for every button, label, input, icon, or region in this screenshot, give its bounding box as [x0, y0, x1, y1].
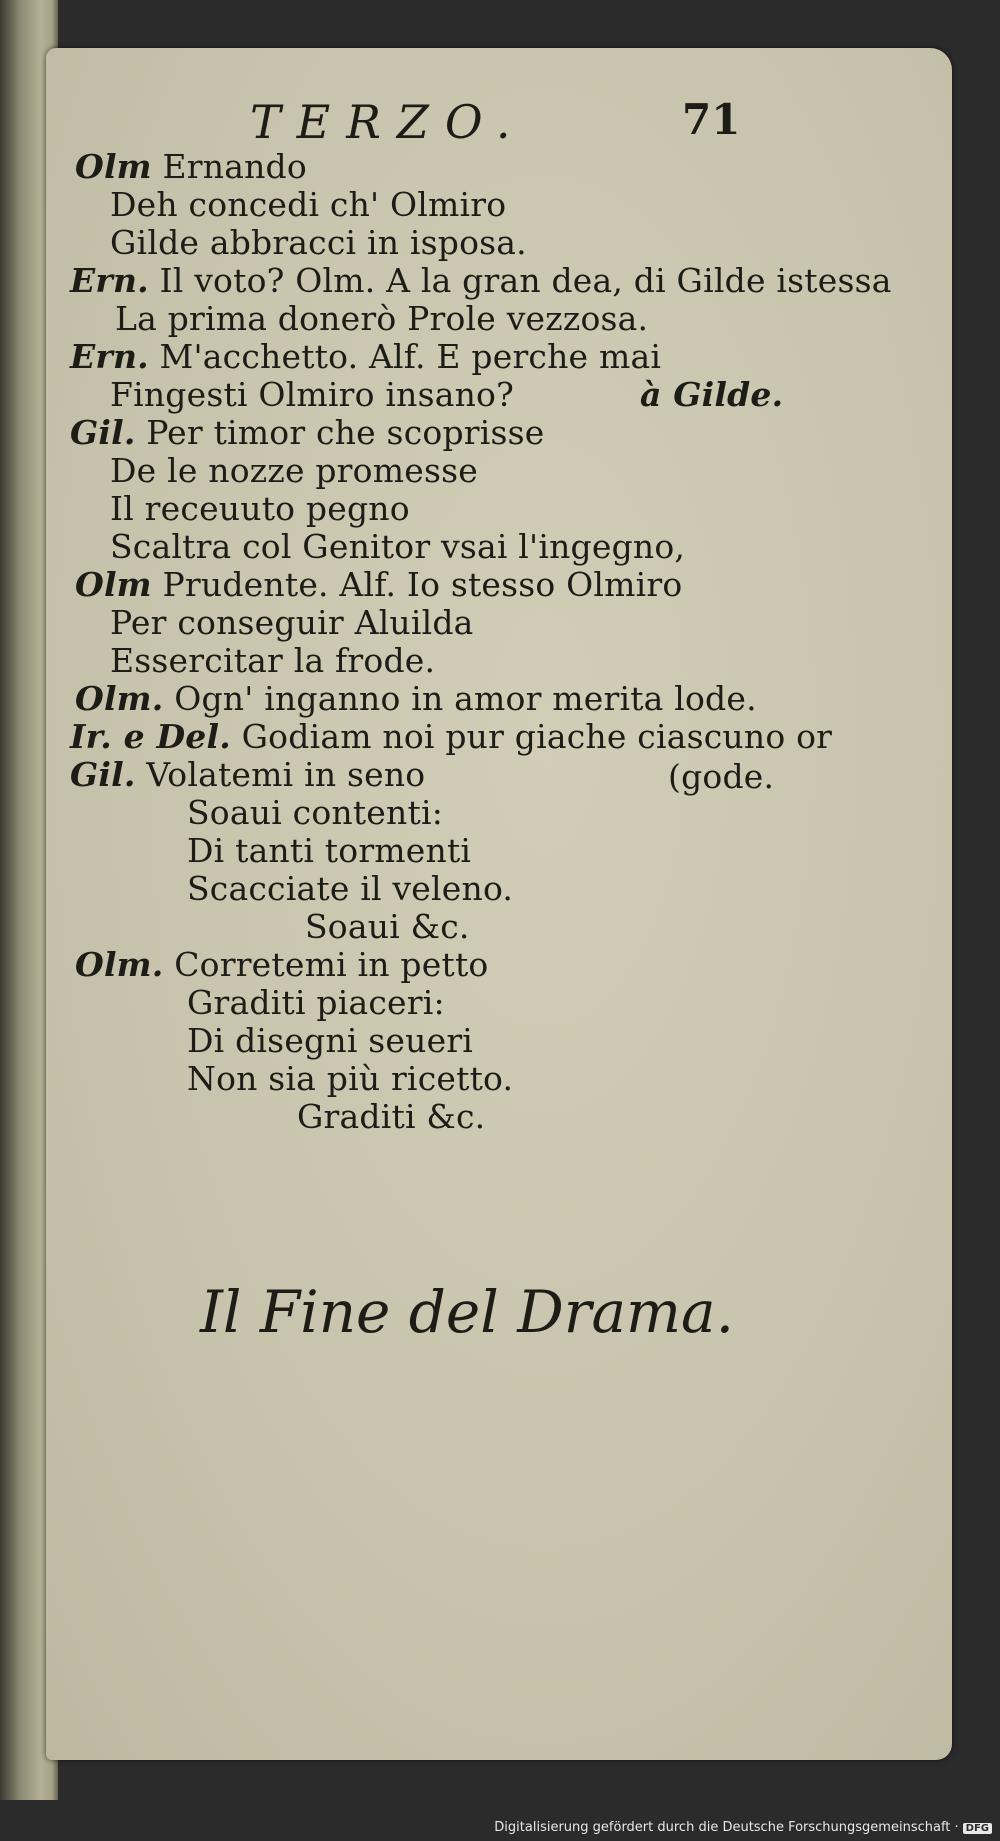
- speaker-label: Gil.: [70, 755, 136, 794]
- verse-line: [75, 680, 757, 718]
- line-text: De le nozze promesse: [110, 451, 478, 490]
- verse-line: [70, 338, 661, 376]
- verse-line: [75, 148, 307, 186]
- verse-line: [187, 1060, 513, 1098]
- line-text: Graditi &c.: [297, 1097, 486, 1136]
- speaker-label: Ern.: [70, 337, 149, 376]
- line-text: Di disegni seueri: [187, 1021, 474, 1060]
- line-text: Fingesti Olmiro insano?: [110, 375, 515, 414]
- verse-line: [110, 376, 514, 414]
- line-text: M'acchetto. Alf. E perche mai: [159, 337, 662, 376]
- verse-line: [70, 756, 425, 794]
- line-text: Il receuuto pegno: [110, 489, 410, 528]
- verse-line: [297, 1098, 485, 1136]
- line-text: Deh concedi ch' Olmiro: [110, 185, 507, 224]
- line-text: Gilde abbracci in isposa.: [110, 223, 527, 262]
- line-text: Per conseguir Aluilda: [110, 603, 474, 642]
- verse-line: [75, 946, 488, 984]
- closing-title: Il Fine del Drama.: [200, 1278, 735, 1346]
- verse-line: [70, 718, 832, 756]
- line-text: Ernando: [162, 147, 307, 186]
- digitization-credit: [494, 1820, 992, 1835]
- line-text: Di tanti tormenti: [187, 831, 472, 870]
- line-text: Corretemi in petto: [174, 945, 489, 984]
- verse-line: [187, 984, 445, 1022]
- verse-line: [187, 870, 513, 908]
- line-text: Prudente. Alf. Io stesso Olmiro: [162, 565, 683, 604]
- line-text: Godiam noi pur giache ciascuno or: [241, 717, 833, 756]
- line-text: Volatemi in seno: [146, 755, 426, 794]
- speaker-label: Olm.: [75, 679, 164, 718]
- speaker-label: Olm: [75, 565, 152, 604]
- running-head: TERZO.: [250, 95, 527, 149]
- verse-line: [110, 452, 478, 490]
- line-text: Il voto? Olm. A la gran dea, di Gilde istessa: [159, 261, 892, 300]
- verse-line: [110, 642, 435, 680]
- dfg-logo: DFG: [963, 1823, 992, 1834]
- page-number: 71: [682, 95, 741, 144]
- speaker-label: Gil.: [70, 413, 136, 452]
- line-text: Soaui &c.: [305, 907, 470, 946]
- line-text: Scaltra col Genitor vsai l'ingegno,: [110, 527, 686, 566]
- line-text: Soaui contenti:: [187, 793, 444, 832]
- verse-line: [110, 604, 474, 642]
- line-text: Per timor che scoprisse: [146, 413, 545, 452]
- verse-line: [110, 528, 685, 566]
- verse-line: [110, 490, 410, 528]
- line-text: Graditi piaceri:: [187, 983, 445, 1022]
- line-text: La prima donerò Prole vezzosa.: [115, 299, 649, 338]
- speaker-label: Olm.: [75, 945, 164, 984]
- verse-line: [75, 566, 682, 604]
- verse-line: [110, 224, 527, 262]
- speaker-label: Ir. e Del.: [70, 717, 231, 756]
- credit-text: Digitalisierung gefördert durch die Deutsche Forschungsgemeinschaft ·: [494, 1820, 959, 1835]
- verse-line: [187, 794, 443, 832]
- speaker-label: Ern.: [70, 261, 149, 300]
- verse-line: [70, 414, 545, 452]
- verse-line: [305, 908, 470, 946]
- verse-line: [187, 1022, 473, 1060]
- stage-direction: à Gilde.: [640, 375, 784, 414]
- verse-line: [110, 186, 506, 224]
- line-text: Scacciate il veleno.: [187, 869, 514, 908]
- line-text: Essercitar la frode.: [110, 641, 436, 680]
- verse-line: [70, 262, 892, 300]
- line-text: Ogn' inganno in amor merita lode.: [174, 679, 757, 718]
- verse-line: [115, 300, 648, 338]
- turnover-word: (gode.: [668, 757, 775, 796]
- line-text: Non sia più ricetto.: [187, 1059, 514, 1098]
- speaker-label: Olm: [75, 147, 152, 186]
- verse-line: [187, 832, 471, 870]
